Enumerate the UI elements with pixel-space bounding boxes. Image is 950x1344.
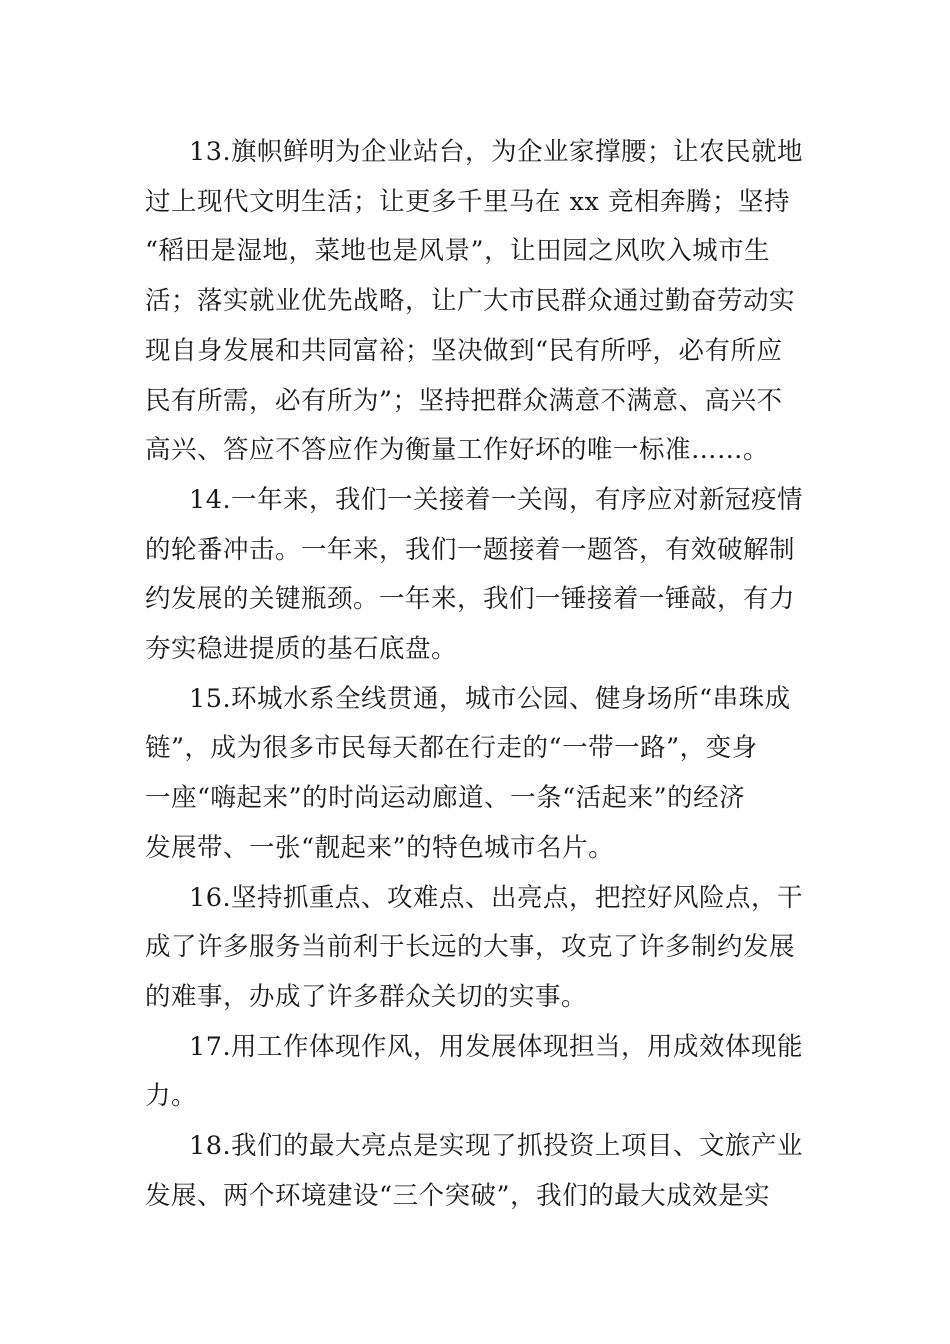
text-line: 的难事，办成了许多群众关切的实事。 <box>145 981 588 1012</box>
text-line: 一座“嗨起来”的时尚运动廊道、一条“活起来”的经济 <box>145 783 746 814</box>
paragraph-18 <box>145 1122 810 1221</box>
paragraph-13 <box>145 128 810 476</box>
text-line: 16.坚持抓重点、攻难点、出亮点，把控好风险点，干 <box>189 882 804 913</box>
text-line: 17.用工作体现作风，用发展体现担当，用成效体现能 <box>189 1031 804 1062</box>
paragraph-16 <box>145 874 810 1023</box>
text-line: 民有所需，必有所为”；坚持把群众满意不满意、高兴不 <box>145 385 783 416</box>
document-body <box>145 128 810 1221</box>
text-line: 活；落实就业优先战略，让广大市民群众通过勤奋劳动实 <box>145 286 796 317</box>
text-line: 链”，成为很多市民每天都在行走的“一带一路”，变身 <box>145 733 758 764</box>
text-line: “稻田是湿地，菜地也是风景”，让田园之风吹入城市生 <box>145 236 771 267</box>
text-line: 18.我们的最大亮点是实现了抓投资上项目、文旅产业 <box>189 1131 804 1162</box>
text-line: 约发展的关键瓶颈。一年来，我们一锤接着一锤敲，有力 <box>145 584 796 615</box>
text-line: 过上现代文明生活；让更多千里马在 xx 竞相奔腾；坚持 <box>145 186 790 217</box>
text-line: 现自身发展和共同富裕；坚决做到“民有所呼，必有所应 <box>145 335 783 366</box>
text-line: 14.一年来，我们一关接着一关闯，有序应对新冠疫情 <box>189 484 804 515</box>
paragraph-14 <box>145 476 810 675</box>
text-line: 15.环城水系全线贯通，城市公园、健身场所“串珠成 <box>189 683 791 714</box>
text-line: 的轮番冲击。一年来，我们一题接着一题答，有效破解制 <box>145 534 796 565</box>
text-line: 高兴、答应不答应作为衡量工作好坏的唯一标准……。 <box>145 435 770 466</box>
paragraph-17 <box>145 1023 810 1122</box>
text-line: 13.旗帜鲜明为企业站台，为企业家撑腰；让农民就地 <box>189 137 804 167</box>
text-line: 力。 <box>145 1081 198 1112</box>
text-line: 发展带、一张“靓起来”的特色城市名片。 <box>145 832 615 863</box>
text-line: 夯实稳进提质的基石底盘。 <box>145 634 458 665</box>
paragraph-15 <box>145 675 810 874</box>
text-line: 发展、两个环境建设“三个突破”，我们的最大成效是实 <box>145 1180 771 1211</box>
text-line: 成了许多服务当前利于长远的大事，攻克了许多制约发展 <box>145 932 796 963</box>
